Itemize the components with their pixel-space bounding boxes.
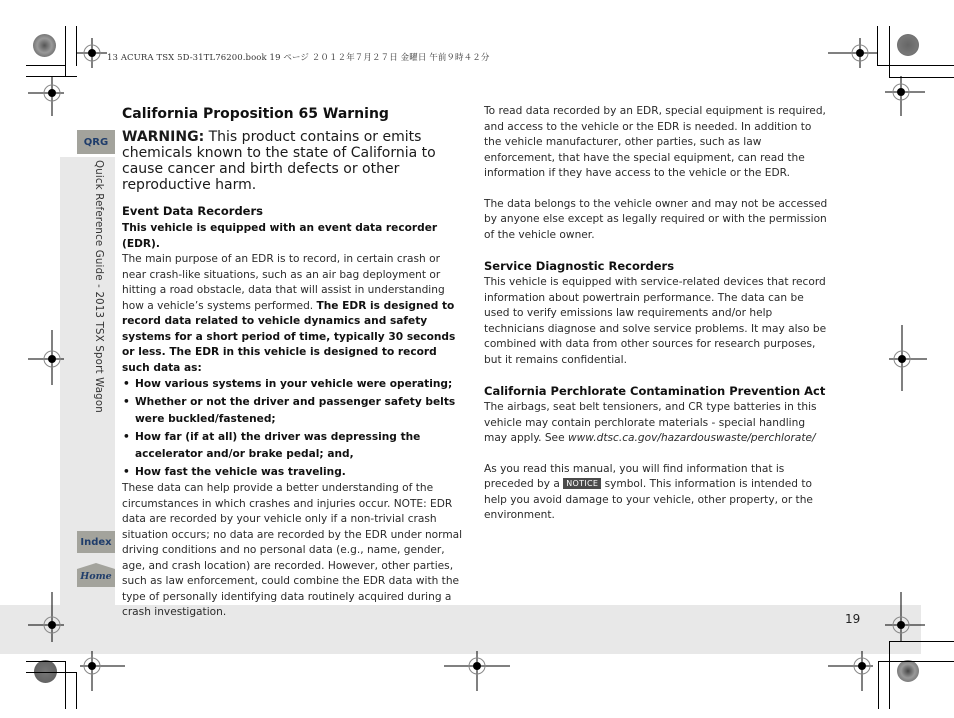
crosshair-icon [889, 325, 929, 391]
tab-home-label: Home [80, 571, 112, 582]
tab-qrg[interactable] [77, 130, 115, 154]
crop-mark-top-right [870, 20, 954, 80]
crosshair-icon [78, 651, 128, 691]
warning-text: This product contains or emits chemicals known to the state of California to cause cancer and birth defects or other reproductive harm. [122, 129, 436, 193]
perchlorate-url-link[interactable]: www.dtsc.ca.gov/hazardouswaste/perchlorate/ [567, 432, 816, 444]
list-item: • How far (if at all) the driver was depressing the accelerator and/or brake pedal; and, [122, 429, 467, 464]
notice-text-after: symbol. This information is intended to help you avoid damage to your vehicle, other property, or the environment. [484, 478, 813, 521]
sdr-text: This vehicle is equipped with service-related devices that record information about powertrain performance. The data can be used to verify emissions law requirements and/or help technicians diagnose and solve service problems. It may also be combined with data from other sources for research purposes, but it remains confidential. [484, 276, 827, 366]
registration-disc-icon [33, 34, 56, 57]
tab-qrg-label: QRG [83, 136, 109, 148]
right-column [484, 104, 829, 524]
notice-text-before: As you read this manual, you will find information that is preceded by a [484, 462, 785, 490]
notice-badge: NOTICE [563, 478, 601, 489]
prop65-warning [122, 129, 467, 193]
sdr-title: Service Diagnostic Recorders [484, 259, 675, 273]
tab-index[interactable] [77, 531, 115, 553]
left-column [122, 104, 467, 621]
crosshair-icon [77, 38, 107, 68]
crosshair-icon [828, 38, 878, 68]
crosshair-icon [885, 76, 925, 116]
crosshair-icon [28, 592, 68, 642]
crop-mark-bottom-right [870, 640, 954, 718]
crosshair-icon [444, 651, 510, 691]
warning-label: WARNING: [122, 129, 205, 145]
crosshair-icon [28, 76, 68, 116]
registration-disc-icon [897, 660, 919, 682]
crosshair-icon [28, 325, 68, 385]
print-header: 13 ACURA TSX 5D-31TL76200.book 19 ページ ２０１２年７月２７日 金曜日 午前９時４２分 [107, 53, 490, 63]
page-number: 19 [845, 612, 861, 626]
edr-intro-bold: The EDR is designed to record data related to vehicle dynamics and safety systems for a short period of time, typically 30 seconds or less. The EDR in this vehicle is designed to record such data as: [122, 299, 456, 374]
list-item: • How various systems in your vehicle were operating; [122, 376, 467, 394]
edr-owner-paragraph: The data belongs to the vehicle owner and may not be accessed by anyone else except as legally required or with the permission of the vehicle owner. [484, 197, 828, 241]
list-item: • How fast the vehicle was traveling. [122, 464, 467, 482]
edr-closing: These data can help provide a better understanding of the circumstances in which crashes and injuries occur. NOTE: EDR data are recorded by your vehicle only if a non-trivial crash situation occurs; no data are recorded by the EDR under normal driving conditions and no personal data (e.g., name, gender, age, and crash location) are recorded. However, other parties, such as law enforcement, could combine the EDR data with the type of personally identifying data routinely acquired during a crash investigation. [122, 482, 463, 618]
tab-home[interactable] [77, 563, 115, 587]
list-item: • Whether or not the driver and passenger safety belts were buckled/fastened; [122, 394, 467, 429]
prop65-title: California Proposition 65 Warning [122, 106, 389, 122]
perchlorate-title: California Perchlorate Contamination Prevention Act [484, 384, 826, 398]
perchlorate-text: The airbags, seat belt tensioners, and CR type batteries in this vehicle may contain perchlorate materials - special handling may apply. See [484, 401, 817, 444]
registration-disc-icon [897, 34, 919, 56]
edr-bullet-list [122, 376, 467, 481]
tab-index-label: Index [80, 536, 112, 548]
crosshair-icon [885, 592, 925, 642]
edr-read-paragraph: To read data recorded by an EDR, special equipment is required, and access to the vehicle or the EDR is needed. In addition to the vehicle manufacturer, other parties, such as law enforcement, that have the special equipment, can read the information if they have access to the vehicle or the EDR. [484, 105, 826, 179]
vertical-guide-title: Quick Reference Guide - 2013 TSX Sport Wagon [93, 160, 104, 413]
edr-intro: The main purpose of an EDR is to record, in certain crash or near crash-like situations, such as an air bag deployment or hitting a road obstacle, data that will assist in understanding how a vehicle’s systems performed. [122, 253, 445, 312]
edr-lead: This vehicle is equipped with an event data recorder (EDR). [122, 222, 438, 250]
edr-title: Event Data Recorders [122, 204, 263, 218]
